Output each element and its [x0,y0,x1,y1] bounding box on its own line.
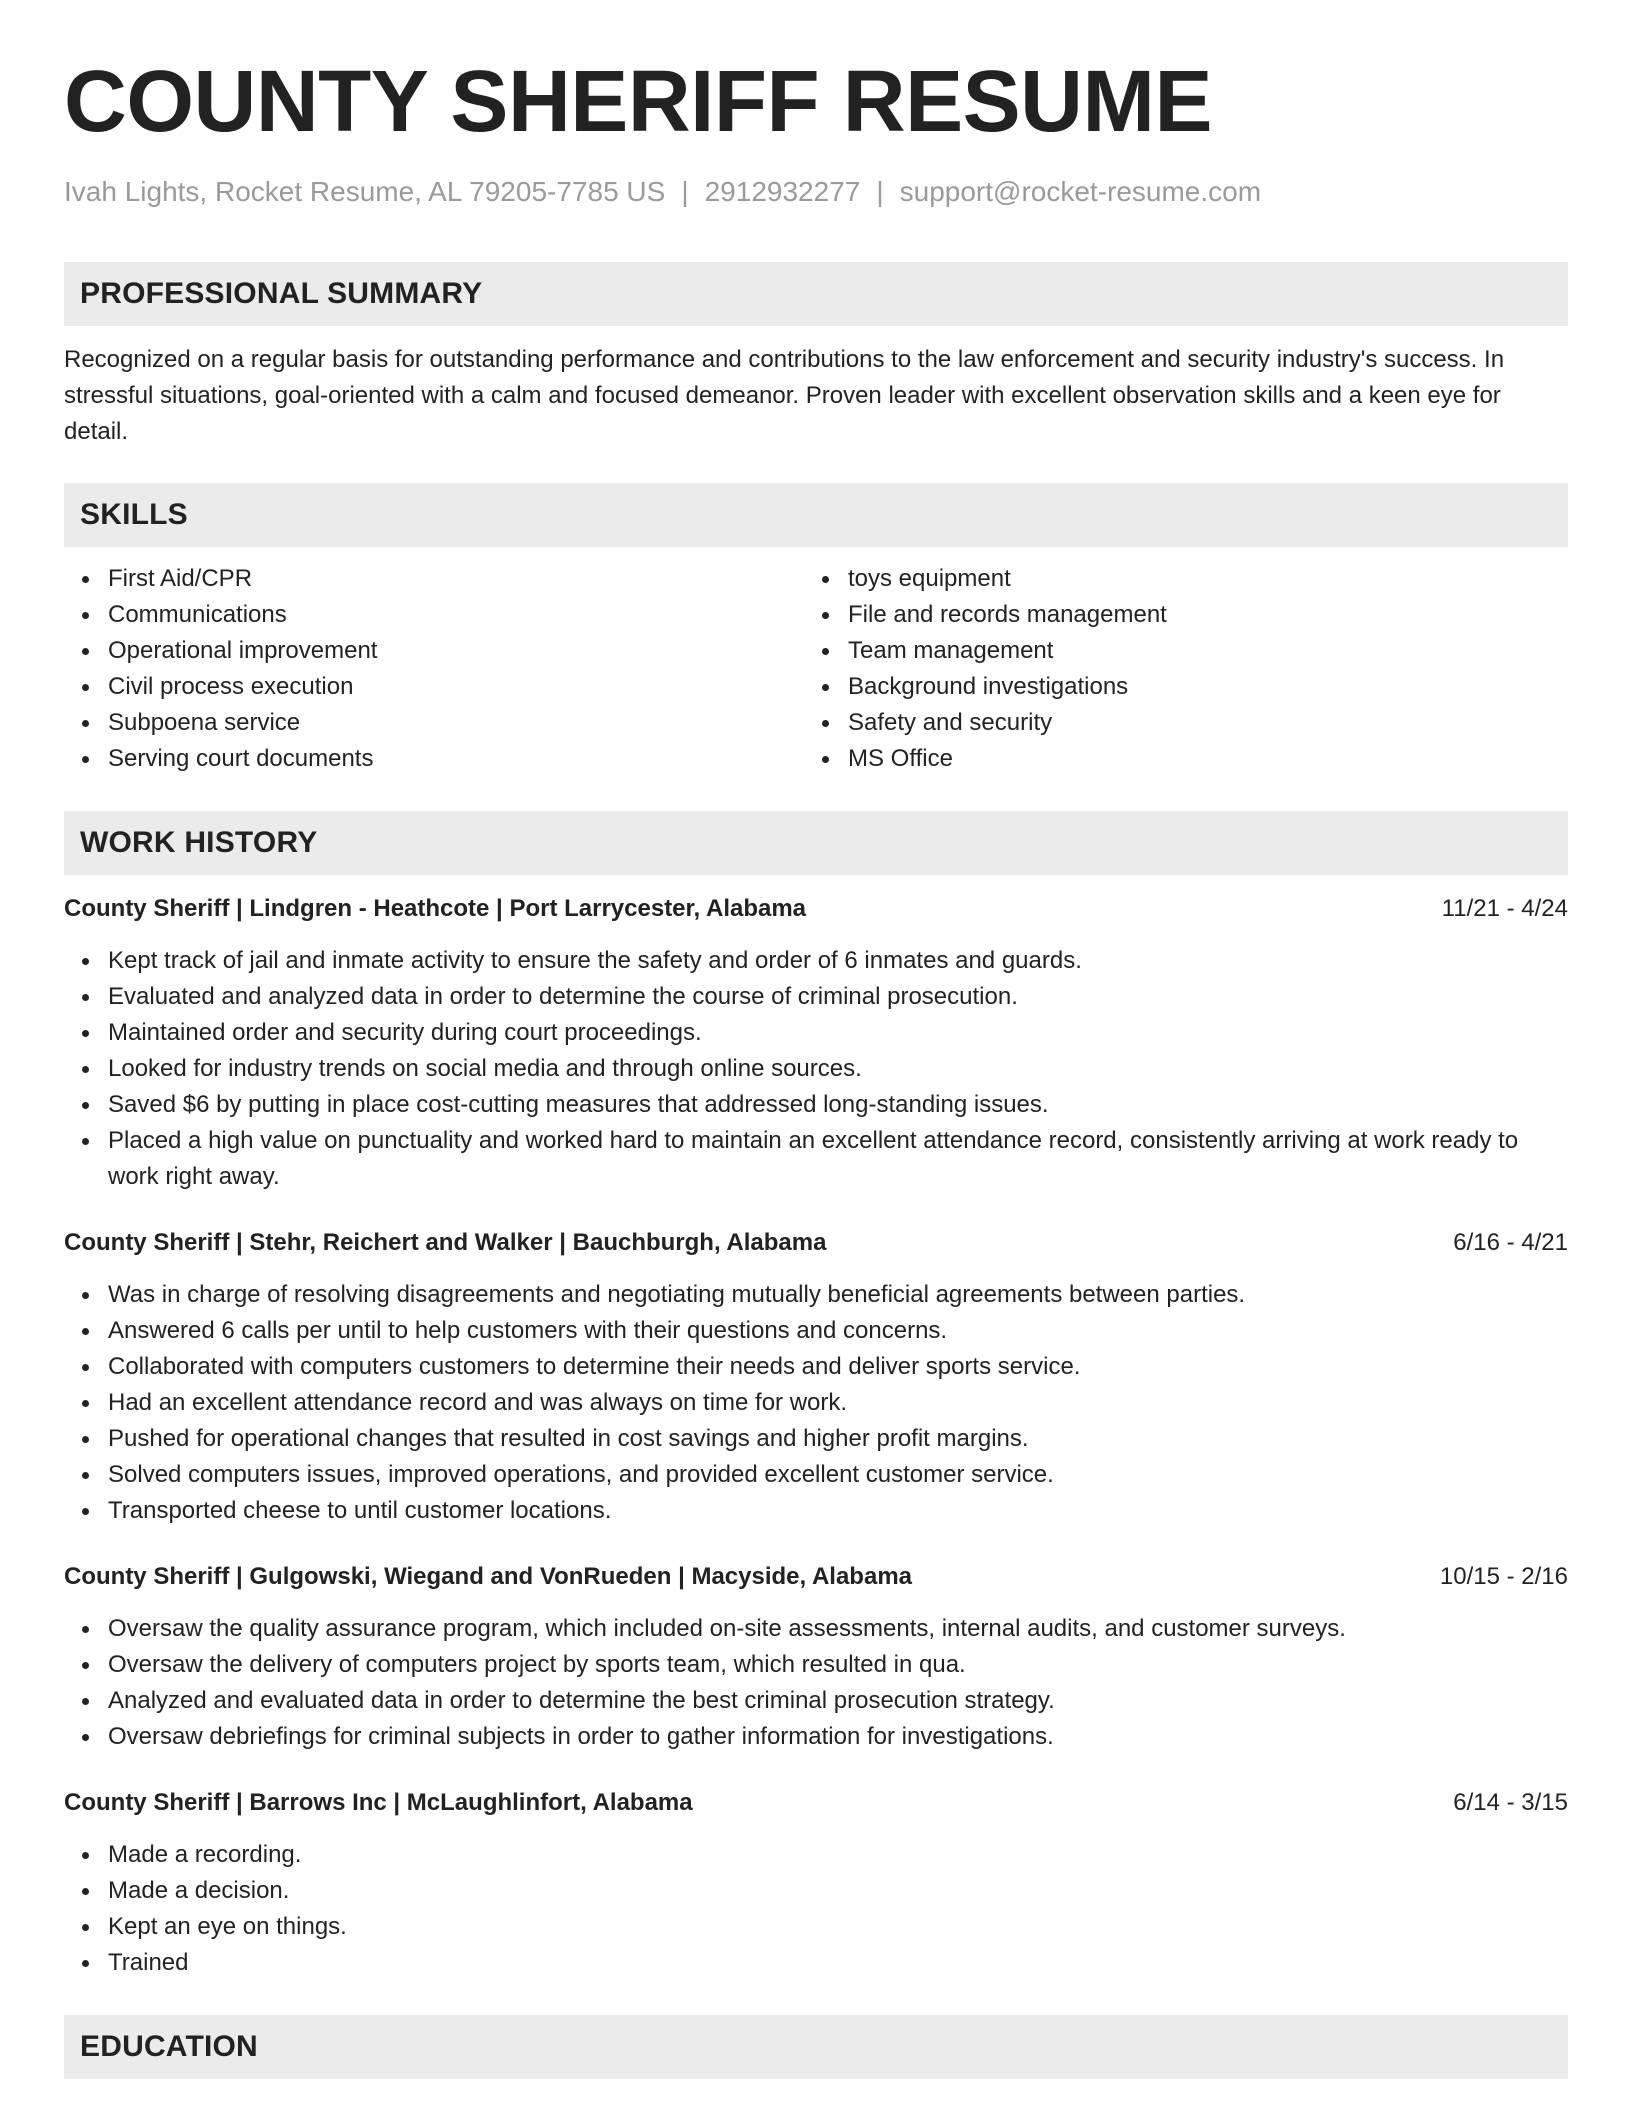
job-bullet: Maintained order and security during court proceedings. [108,1015,1568,1051]
contact-separator: | [681,176,689,207]
job-dates: 6/14 - 3/15 [1453,1789,1568,1816]
skill-item: toys equipment [848,561,1544,597]
job-entry [64,1225,1568,1529]
job-bullet: Saved $6 by putting in place cost-cutting measures that addressed long-standing issues. [108,1087,1568,1123]
skill-item: Communications [108,597,804,633]
job-bullet: Kept track of jail and inmate activity to ensure the safety and order of 6 inmates and guards. [108,943,1568,979]
job-bullet: Made a recording. [108,1837,1568,1873]
job-header [64,1225,1568,1261]
job-bullet: Trained [108,1945,1568,1981]
job-title: County Sheriff | Barrows Inc | McLaughlinfort, Alabama [64,1789,693,1816]
job-bullet: Answered 6 calls per until to help customers with their questions and concerns. [108,1313,1568,1349]
job-bullet: Had an excellent attendance record and was always on time for work. [108,1385,1568,1421]
job-header [64,1559,1568,1595]
job-title: County Sheriff | Lindgren - Heathcote | Port Larrycester, Alabama [64,895,807,922]
job-header [64,891,1568,927]
skill-item: Team management [848,633,1544,669]
job-bullet: Collaborated with computers customers to determine their needs and deliver sports service. [108,1349,1568,1385]
work-history-list [64,891,1568,1981]
skill-item: MS Office [848,741,1544,777]
contact-phone: 2912932277 [704,176,861,207]
summary-text: Recognized on a regular basis for outstanding performance and contributions to the law enforcement and security industry's success. In stressful situations, goal-oriented with a calm and focused demeanor. Proven leader with excellent observation skills and a keen eye for detail. [64,346,1505,445]
skills-column-left [64,561,804,777]
job-dates: 6/16 - 4/21 [1453,1229,1568,1256]
job-bullet: Transported cheese to until customer locations. [108,1493,1568,1529]
job-entry [64,1785,1568,1981]
job-bullet: Was in charge of resolving disagreements and negotiating mutually beneficial agreements between parties. [108,1277,1568,1313]
skill-item: File and records management [848,597,1544,633]
job-bullets [64,1837,1568,1981]
job-entry [64,1559,1568,1755]
job-bullet: Solved computers issues, improved operations, and provided excellent customer service. [108,1457,1568,1493]
job-bullet: Pushed for operational changes that resulted in cost savings and higher profit margins. [108,1421,1568,1457]
job-bullets [64,943,1568,1195]
skill-item: Background investigations [848,669,1544,705]
job-title: County Sheriff | Gulgowski, Wiegand and VonRueden | Macyside, Alabama [64,1563,913,1590]
section-heading-skills: SKILLS [64,483,1568,547]
section-heading-education: EDUCATION [64,2015,1568,2079]
job-bullet: Analyzed and evaluated data in order to determine the best criminal prosecution strategy. [108,1683,1568,1719]
job-bullet: Kept an eye on things. [108,1909,1568,1945]
skill-item: Serving court documents [108,741,804,777]
skill-item: Safety and security [848,705,1544,741]
contact-separator: | [876,176,884,207]
job-entry [64,891,1568,1195]
skill-item: Subpoena service [108,705,804,741]
job-bullet: Placed a high value on punctuality and worked hard to maintain an excellent attendance record, consistently arriving at work ready to work right away. [108,1123,1568,1195]
job-header [64,1785,1568,1821]
contact-address: Ivah Lights, Rocket Resume, AL 79205-7785 US [64,176,666,207]
job-bullet: Made a decision. [108,1873,1568,1909]
job-bullet: Evaluated and analyzed data in order to determine the course of criminal prosecution. [108,979,1568,1015]
skill-item: Operational improvement [108,633,804,669]
section-heading-summary: PROFESSIONAL SUMMARY [64,262,1568,326]
skills-list [64,561,1568,777]
job-title: County Sheriff | Stehr, Reichert and Walker | Bauchburgh, Alabama [64,1229,827,1256]
contact-line [64,174,1568,210]
skill-item: Civil process execution [108,669,804,705]
job-bullet: Oversaw the delivery of computers project by sports team, which resulted in qua. [108,1647,1568,1683]
job-bullet: Oversaw the quality assurance program, which included on-site assessments, internal audits, and customer surveys. [108,1611,1568,1647]
page-title: COUNTY SHERIFF RESUME [64,53,1212,150]
job-bullet: Looked for industry trends on social media and through online sources. [108,1051,1568,1087]
job-bullets [64,1611,1568,1755]
job-dates: 11/21 - 4/24 [1441,895,1568,922]
job-bullet: Oversaw debriefings for criminal subjects in order to gather information for investigations. [108,1719,1568,1755]
skills-column-right [804,561,1544,777]
section-heading-work-history: WORK HISTORY [64,811,1568,875]
job-dates: 10/15 - 2/16 [1439,1563,1568,1590]
contact-email: support@rocket-resume.com [899,176,1262,207]
skill-item: First Aid/CPR [108,561,804,597]
job-bullets [64,1277,1568,1529]
